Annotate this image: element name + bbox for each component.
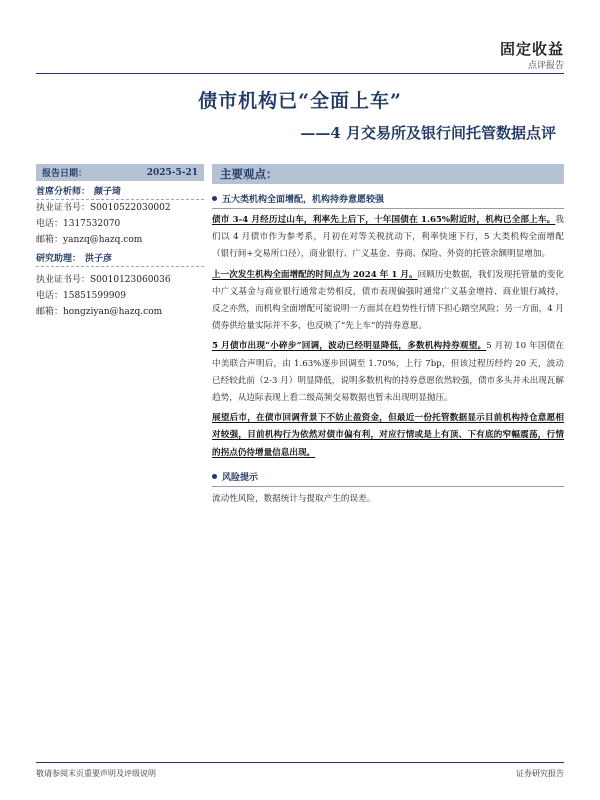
analyst-info-panel bbox=[36, 164, 204, 320]
assistant-email: 邮箱：hongziyan@hazq.com bbox=[36, 307, 163, 317]
paragraph-1 bbox=[212, 212, 564, 264]
analyst-email: 邮箱：yanzq@hazq.com bbox=[36, 235, 143, 245]
research-assistant-label: 研究助理： bbox=[36, 254, 82, 264]
bullet-heading-text: 五大类机构全面增配，机构持券意愿较强 bbox=[222, 195, 385, 205]
risk-disclosure: 流动性风险，数据统计与提取产生的误差。 bbox=[212, 493, 376, 504]
bullet-dot-icon bbox=[212, 474, 217, 479]
page-subtitle: ——4 月交易所及银行间托管数据点评 bbox=[300, 124, 556, 142]
bullet-dot-icon bbox=[212, 196, 217, 201]
paragraph-1-body: 我们以 4 月债市作为参考系，月初在对等关税扰动下，利率快速下行，5 大类机构全面增配（银行间+交易所口径），商业银行、广义基金、券商、保险、外资的托管余额明显增加。 bbox=[212, 215, 564, 260]
footer-disclaimer: 敬请参阅末页重要声明及评级说明 bbox=[36, 769, 156, 778]
risk-heading-text: 风险提示 bbox=[222, 472, 259, 483]
paragraph-2-lead: 上一次发生机构全面增配的时间点为 2024 年 1 月。 bbox=[212, 269, 418, 280]
chief-analyst-label: 首席分析师： bbox=[36, 187, 91, 197]
footer-divider bbox=[36, 762, 564, 763]
report-type: 点评报告 bbox=[527, 61, 564, 71]
paragraph-2-body: 回顾历史数据，我们发现托管量的变化中广义基金与商业银行通常走势相反，债市表现偏强时通常广义基金增持、商业银行减持，反之亦然，而机构全面增配可能说明一方面其在趋势性行情下担心踏空风险；另一方面，4 月债券供给量实际并不多，也反映了“先上车”的持券意愿。 bbox=[212, 269, 564, 332]
report-category: 固定收益 bbox=[499, 40, 564, 58]
report-date-label: 报告日期： bbox=[42, 169, 88, 179]
report-date-value: 2025-5-21 bbox=[146, 167, 198, 178]
paragraph-3-body: 5 月初 10 年国债在中美联合声明后，由 1.63%逐步回调至 1.70%，上行 7bp，但该过程历经约 20 天，波动已经较此前（2-3 月）明显降低，说明多数机构的持券意愿依然较强，债市多头并未出现瓦解趋势，从边际表现上看二级高频交易数据也暂未出现明显抛压。 bbox=[212, 341, 564, 404]
main-views-panel bbox=[212, 164, 564, 508]
assistant-phone: 电话：15851599909 bbox=[36, 291, 126, 301]
page-title: 债市机构已“全面上车” bbox=[198, 90, 402, 112]
analyst-cert: 执业证书号：S0010522030002 bbox=[36, 203, 171, 213]
paragraph-4 bbox=[212, 410, 564, 462]
paragraph-4-lead: 展望后市，在债市回调背景下不妨止盈资金，但最近一份托管数据显示目前机构持仓意愿相对较强，目前机构行为依然对债市偏有利，对应行情或是上有顶、下有底的窄幅震荡，行情的拐点仍待增量信息出现。 bbox=[212, 413, 564, 458]
paragraph-3-lead: 5 月债市出现“小碎步”回调，波动已经明显降低，多数机构持券观望。 bbox=[212, 341, 487, 352]
chief-analyst-name: 颜子琦 bbox=[94, 187, 122, 197]
paragraph-3 bbox=[212, 338, 564, 407]
report-date-bar bbox=[36, 164, 204, 181]
main-views-heading: 主要观点： bbox=[212, 164, 564, 184]
assistant-cert: 执业证书号：S0010123060036 bbox=[36, 275, 171, 285]
paragraph-1-lead: 债市 3-4 月经历过山车，利率先上后下，十年国债在 1.65%附近时，机构已全部上车。 bbox=[212, 215, 556, 225]
header-divider bbox=[36, 73, 564, 74]
research-assistant-name: 洪子彦 bbox=[85, 254, 113, 264]
chief-analyst-heading bbox=[36, 181, 204, 200]
analyst-phone: 电话：13175320​70 bbox=[36, 219, 121, 229]
paragraph-2 bbox=[212, 267, 564, 336]
research-assistant-heading bbox=[36, 248, 204, 267]
bullet-heading-allocation bbox=[212, 192, 564, 209]
footer-label: 证券研究报告 bbox=[516, 769, 564, 778]
bullet-heading-risk bbox=[212, 470, 564, 487]
